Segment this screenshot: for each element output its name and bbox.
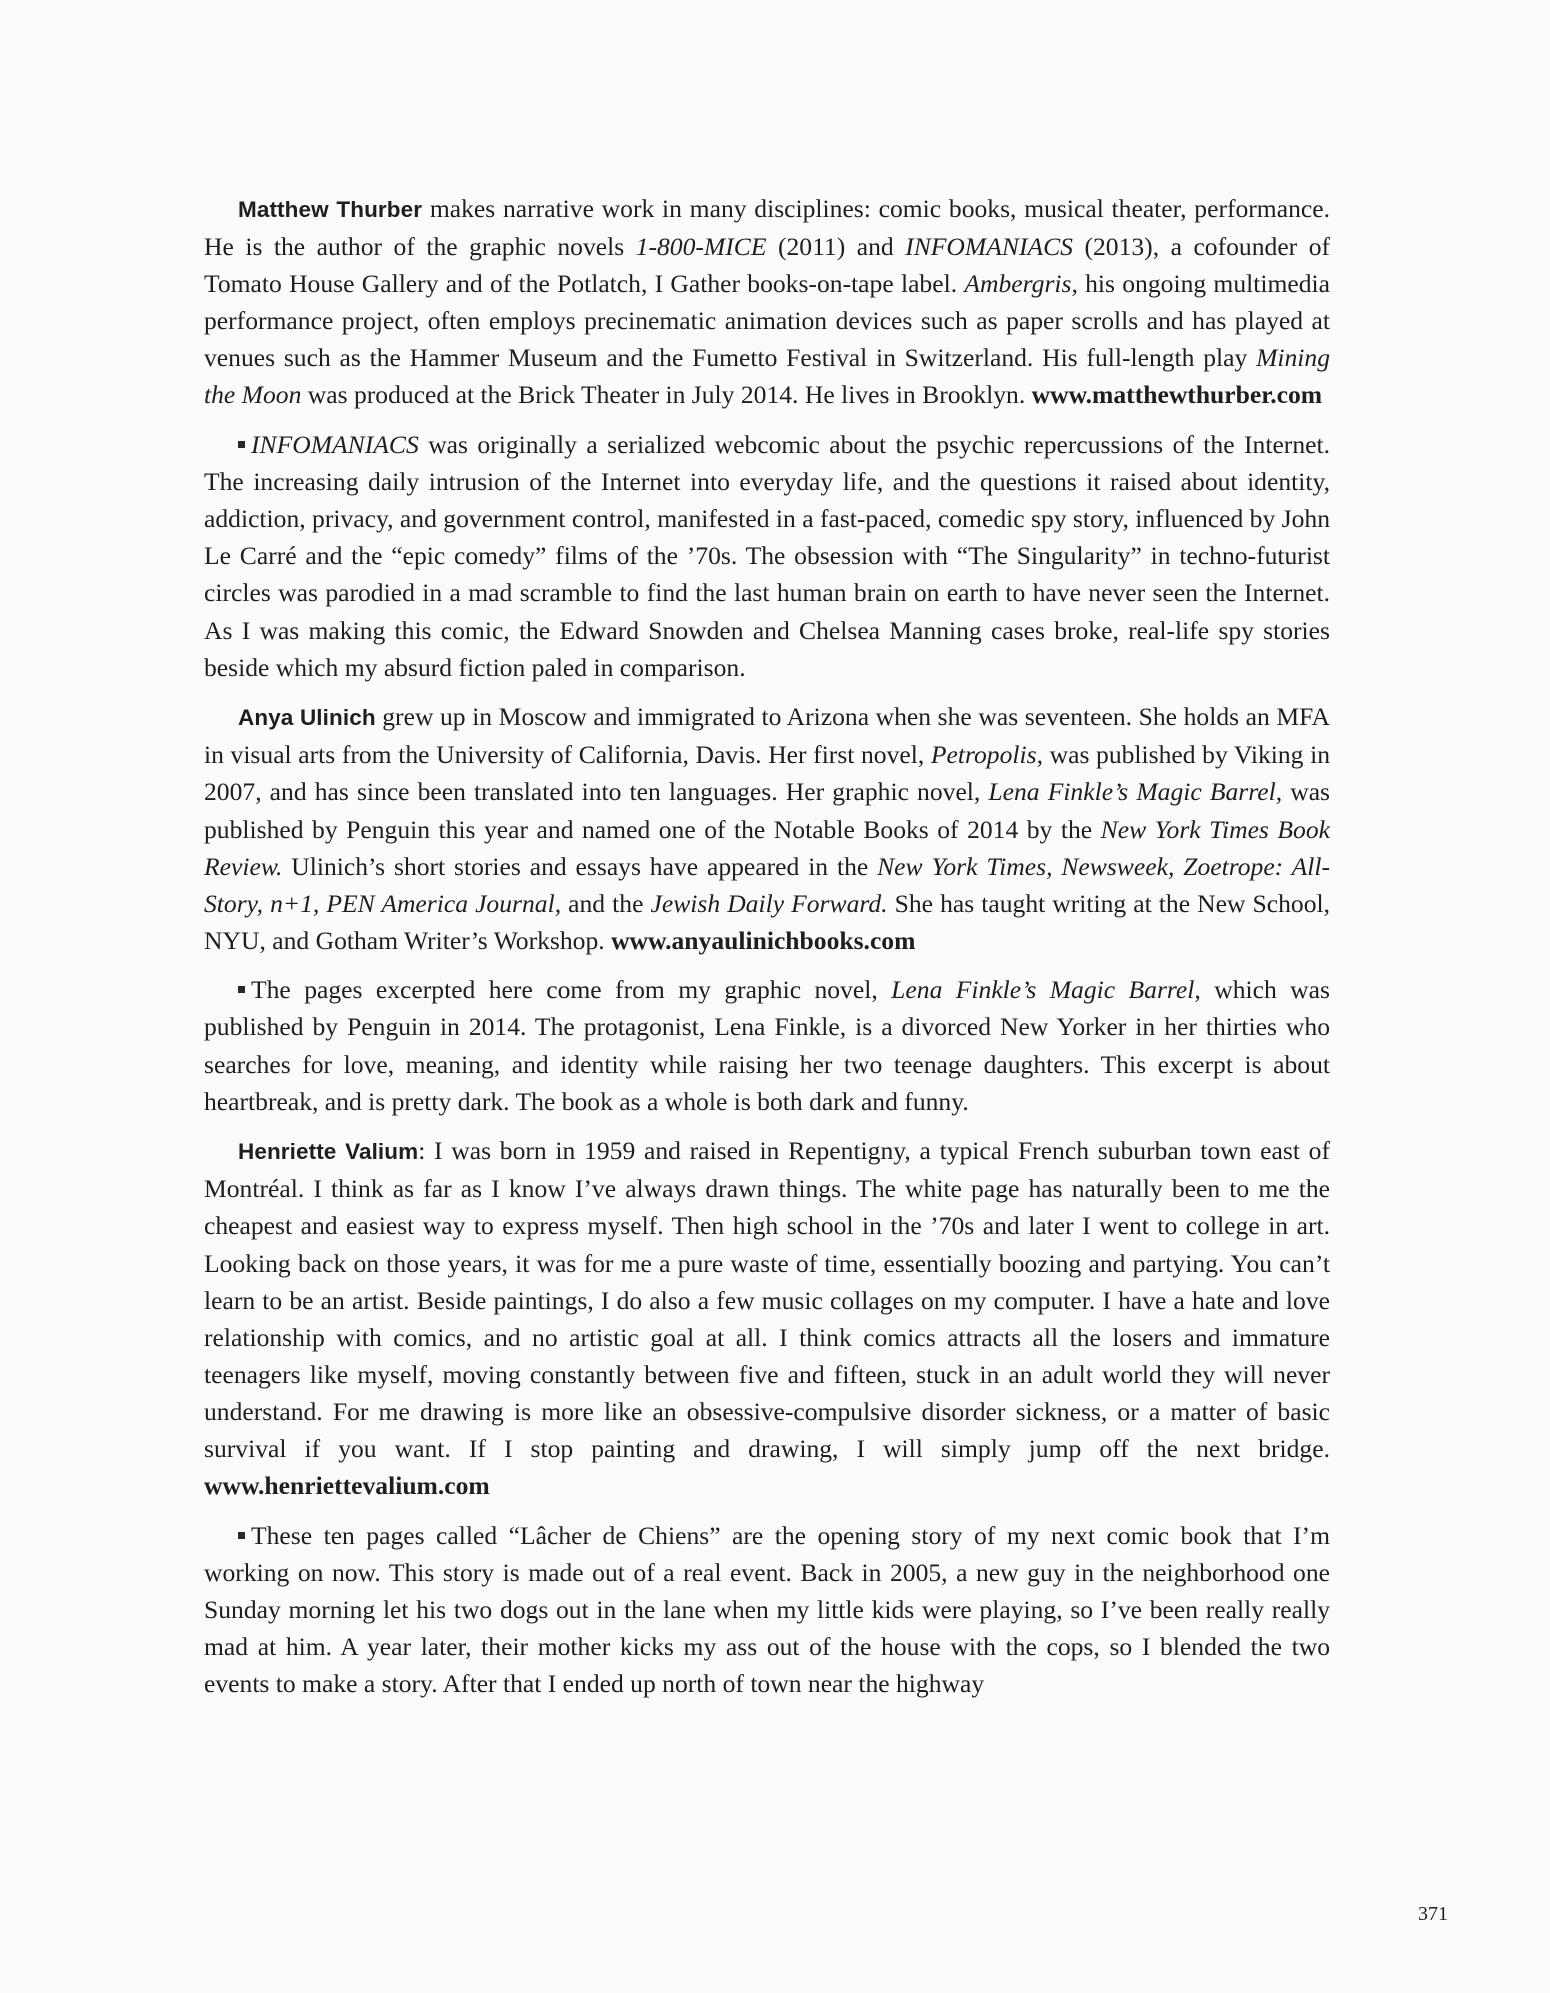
bio-anya-ulinich: Anya Ulinich grew up in Moscow and immigrated to Arizona when she was seventeen. She holds an MFA in visual arts from the University of California, Davis. Her first novel, Petropolis, was published by Viking in 2007, and has since been translated into ten languages. Her graphic novel, Lena Finkle’s Magic Barrel, was published by Penguin this year and named one of the Notable Books of 2014 by the New York Times Book Review. Ulinich’s short stories and essays have appeared in the New York Times, Newsweek, Zoetrope: All-Story, n+1, PEN America Journal, and the Jewish Daily Forward. She has taught writing at the New School, NYU, and Gotham Writer’s Workshop. www.anyaulinichbooks.com xyxy=(204,702,1331,955)
statement-anya-ulinich: The pages excerpted here come from my graphic novel, Lena Finkle’s Magic Barrel, which was published by Penguin in 2014. The protagonist, Lena Finkle, is a divorced New Yorker in her thirties who searches for love, meaning, and identity while raising her two teenage daughters. This excerpt is about heartbreak, and is pretty dark. The book as a whole is both dark and funny. xyxy=(204,975,1330,1116)
artist-website-link[interactable]: www.matthewthurber.com xyxy=(1031,380,1323,410)
artist-name: Henriette Valium xyxy=(238,1139,419,1165)
artist-website-link[interactable]: www.anyaulinichbooks.com xyxy=(611,925,916,955)
artist-website-link[interactable]: www.henriettevalium.com xyxy=(204,1471,490,1501)
statement-matthew-thurber: INFOMANIACS was originally a serialized webcomic about the psychic repercussions of the Internet. The increasing daily intrusion of the Internet into everyday life, and the questions it raised about identity, addiction, privacy, and government control, manifested in a fast-paced, comedic spy story, influenced by John Le Carré and the “epic comedy” films of the ’70s. The obsession with “The Singularity” in techno-futurist circles was parodied in a mad scramble to find the last human brain on earth to have never seen the Internet. As I was making this comic, the Edward Snowden and Chelsea Manning cases broke, real-life spy stories beside which my absurd fiction paled in comparison. xyxy=(204,430,1331,682)
bio-henriette-valium: Henriette Valium: I was born in 1959 and raised in Repentigny, a typical French suburban town east of Montréal. I think as far as I know I’ve always drawn things. The white page has naturally been to me the cheapest and easiest way to express myself. Then high school in the ’70s and later I went to college in art. Looking back on those years, it was for me a pure waste of time, essentially boozing and partying. You can’t learn to be an artist. Beside paintings, I do also a few music collages on my computer. I have a hate and love relationship with comics, and no artistic goal at all. I think comics attracts all the losers and immature teenagers like myself, moving constantly between five and fifteen, stuck in an adult world they will never understand. For me drawing is more like an obsessive-compulsive disorder sickness, or a matter of basic survival if you want. If I stop painting and drawing, I will simply jump off the next bridge. www.henriettevalium.com xyxy=(204,1136,1330,1501)
artist-name: Matthew Thurber xyxy=(238,197,423,222)
page-number: 371 xyxy=(1418,1903,1448,1925)
artist-name: Anya Ulinich xyxy=(238,705,376,731)
bullet-icon xyxy=(238,1532,245,1539)
article-body xyxy=(204,190,1330,1715)
bullet-icon xyxy=(238,986,245,993)
statement-henriette-valium: These ten pages called “Lâcher de Chiens” are the opening story of my next comic book that I’m working on now. This story is made out of a real event. Back in 2005, a new guy in the neighborhood one Sunday morning let his two dogs out in the lane when my little kids were playing, so I’ve been really really mad at him. A year later, their mother kicks my ass out of the house with the cops, so I blended the two events to make a story. After that I ended up north of town near the highway xyxy=(204,1520,1330,1699)
bio-matthew-thurber: Matthew Thurber makes narrative work in many disciplines: comic books, musical theater, performance. He is the author of the graphic novels 1-800-MICE (2011) and INFOMANIACS (2013), a cofounder of Tomato House Gallery and of the Potlatch, I Gather books-on-tape label. Ambergris, his ongoing multimedia performance project, often employs precinematic animation devices such as paper scrolls and has played at venues such as the Hammer Museum and the Fumetto Festival in Switzerland. His full-length play Mining the Moon was produced at the Brick Theater in July 2014. He lives in Brooklyn. www.matthewthurber.com xyxy=(204,194,1331,410)
bullet-icon xyxy=(238,441,245,448)
